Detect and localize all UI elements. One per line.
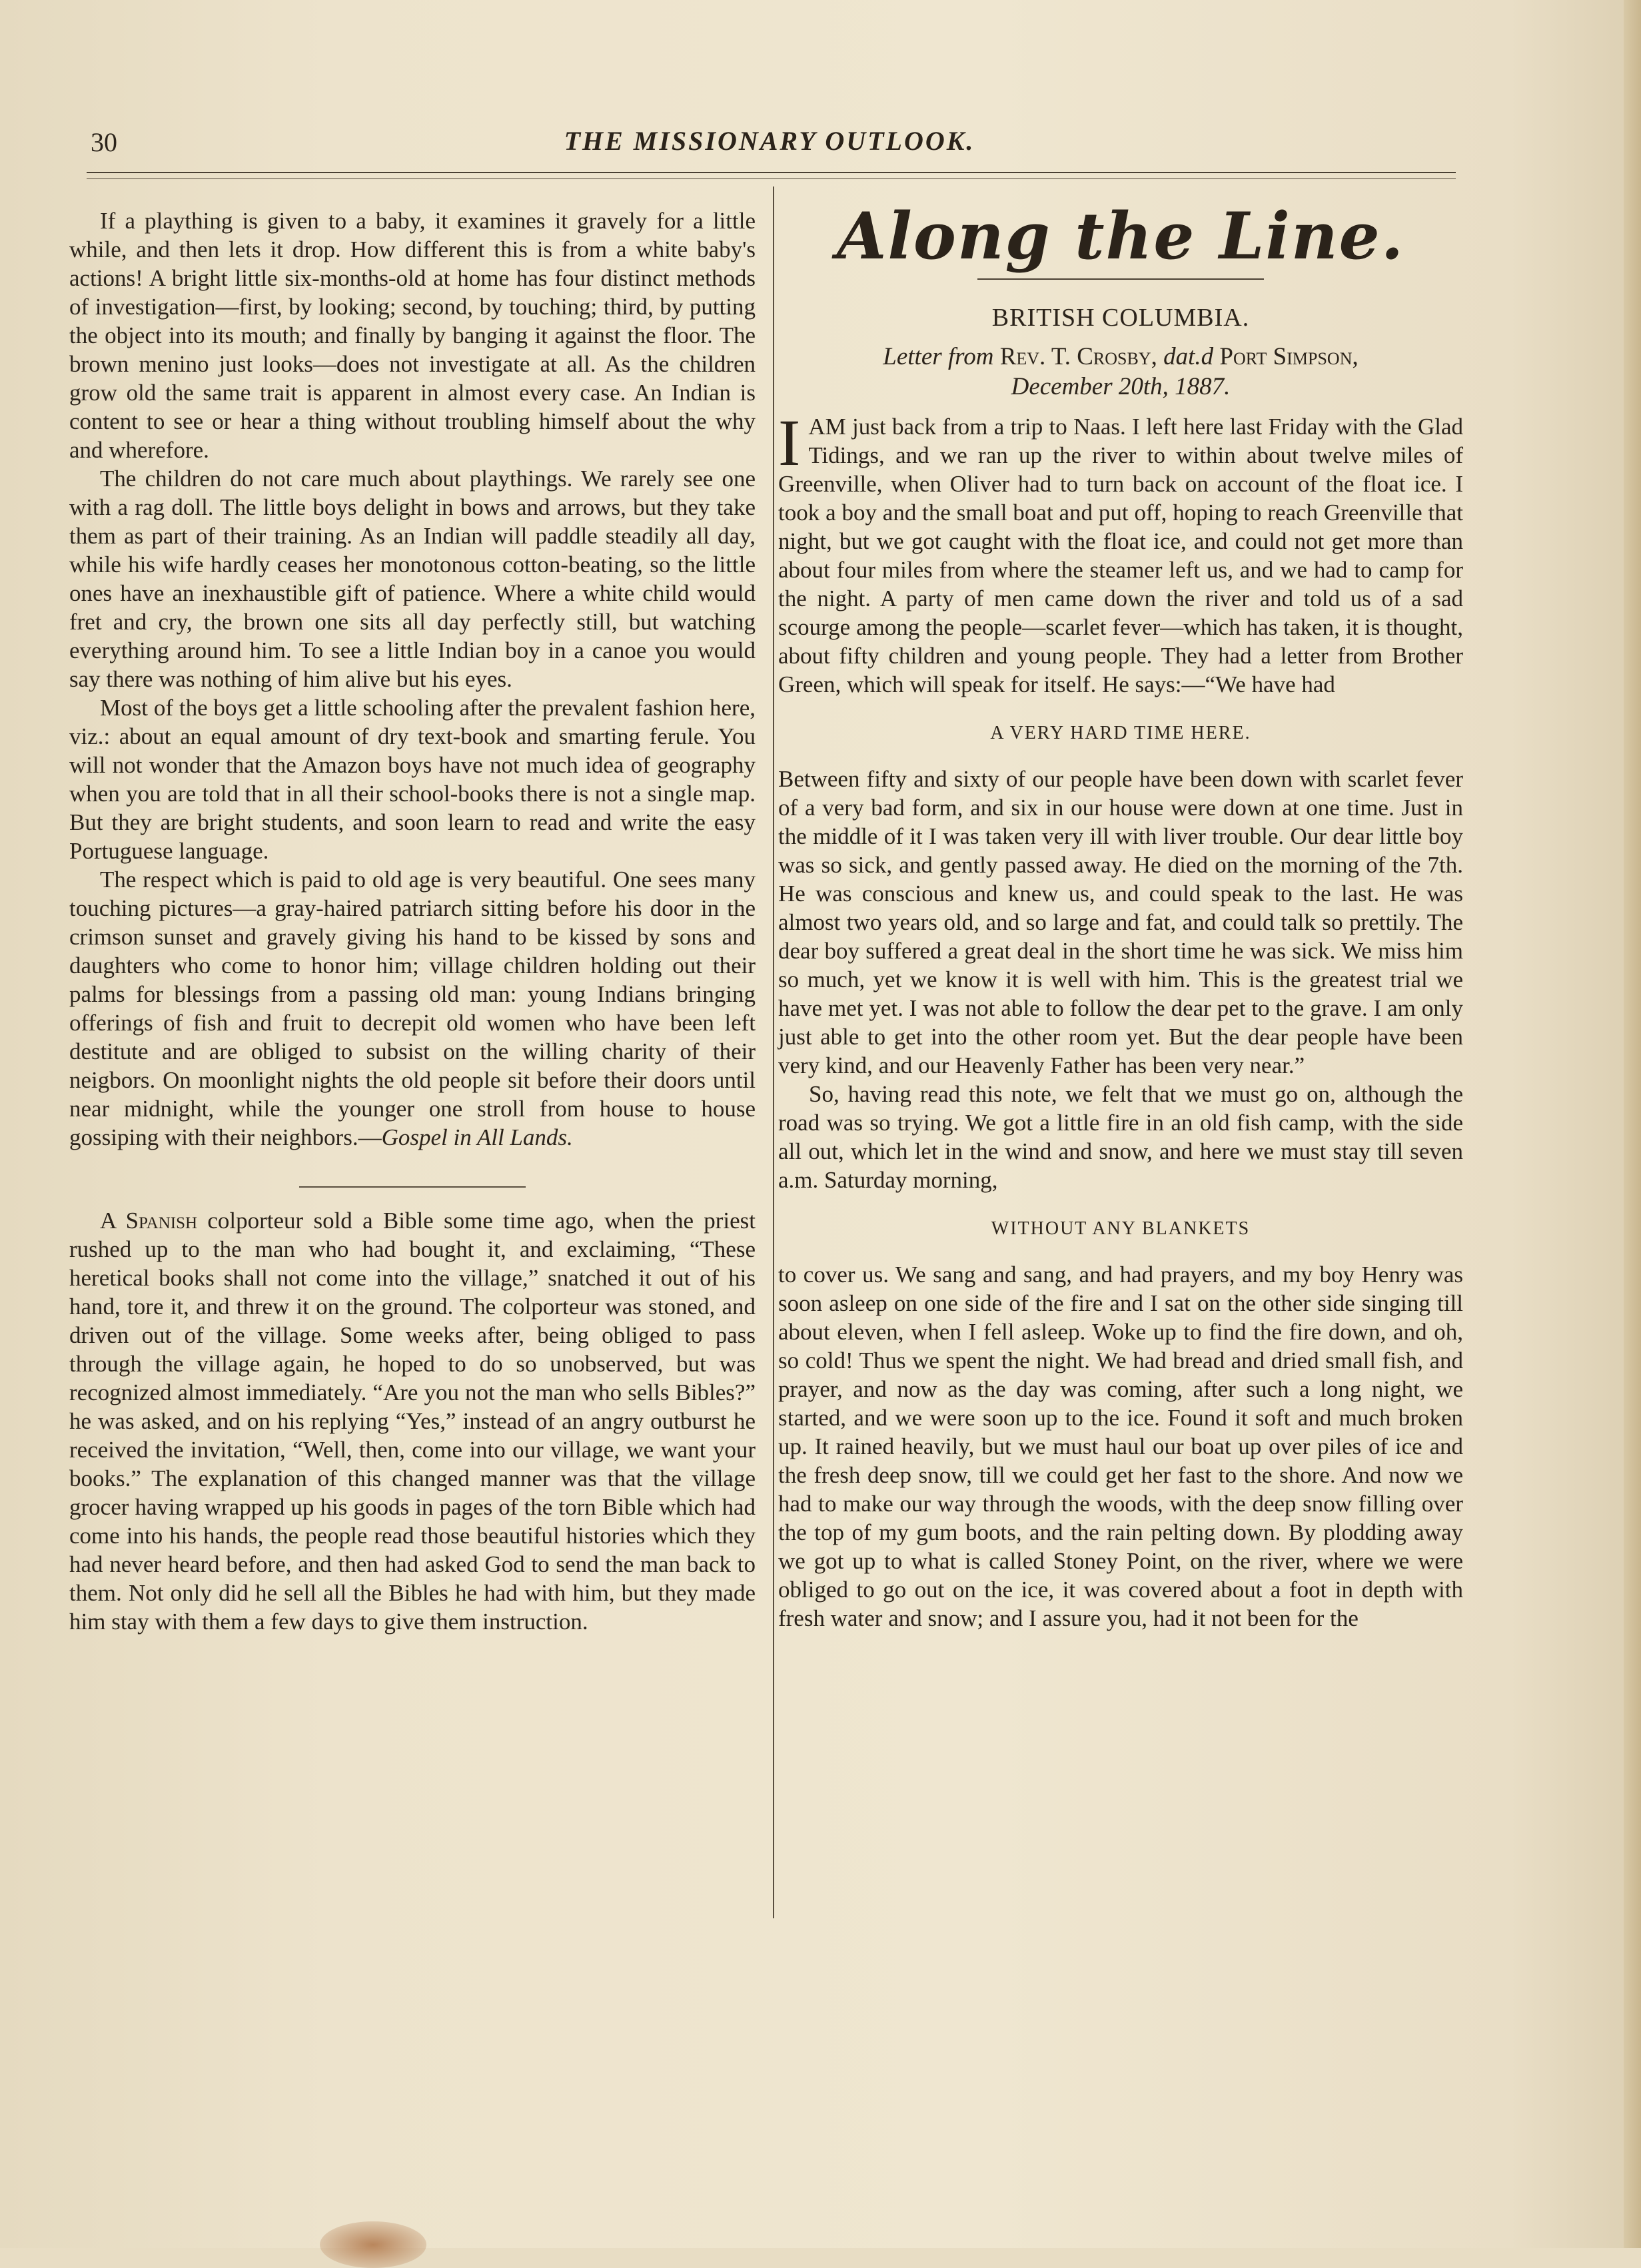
title-rule xyxy=(977,278,1264,280)
attribution: Gospel in All Lands. xyxy=(381,1124,573,1150)
drop-cap: I xyxy=(778,406,801,480)
page-edge xyxy=(1624,0,1641,2248)
region-heading: BRITISH COLUMBIA. xyxy=(991,304,1250,332)
story-lead: A Spanish xyxy=(100,1208,198,1234)
paragraph: Most of the boys get a little schooling after the prevalent fashion here, viz.: about an equal amount of dry text-book and smarting ferule. You will not wonder that the Amazon boys have not much idea of geography when you are told that in all their school-books there is not a single map. But they are bright students, and soon learn to read and write the easy Portuguese language. xyxy=(69,695,756,864)
section-title: Along the Line. xyxy=(836,198,1405,274)
colporteur-story xyxy=(69,1206,756,1636)
column-divider xyxy=(773,187,774,1918)
paragraph: If a plaything is given to a baby, it examines it gravely for a little while, and then lets it drop. How different this is from a white baby's actions! A bright little six-months-old at home has four distinct methods of investigation—first, by looking; second, by touching; third, by putting the object into its mouth; and finally by banging it against the floor. The brown menino just looks—does not investigate at all. As the children grow old the same trait is apparent in almost every case. An Indian is content to see or hear a thing without troubling himself about the why and wherefore. xyxy=(69,208,756,463)
header-rule xyxy=(87,172,1456,173)
binding-shadow xyxy=(320,2221,426,2268)
dateline-place: Port Simpson, xyxy=(1219,343,1359,370)
subheading: WITHOUT ANY BLANKETS xyxy=(991,1218,1251,1239)
letter-text: AM just back from a trip to Naas. I left here last Friday with the Glad Tidings, and we ran up the river to within about twelve miles of Greenville, when Oliver had to turn back on account of the float ice. I took a boy and the small boat and put off, hoping to reach Greenville that night, but we got caught with the float ice, and could not get more than about four miles from where the steamer left us, and we had to camp for the night. A party of men came down the river and told us of a sad scourge among the people—scarlet fever—which has taken, it is thought, about fifty children and young people. They had a letter from Brother Green, which will speak for itself. He says:—“We have had xyxy=(778,414,1463,697)
story-text: colporteur sold a Bible some time ago, when the priest rushed up to the man who had bought it, and exclaiming, “These heretical books shall not come into the village,” snatched it out of his hand, tore it, and threw it on the ground. The colporteur was stoned, and driven out of the village. Some weeks after, being obliged to pass through the village again, he hoped to do so unobserved, but was recognized almost immediately. “Are you not the man who sells Bibles?” he was asked, and on his replying “Yes,” instead of an angry outburst he received the invitation, “Well, then, come into our village, we want your books.” The explanation of this changed manner was that the village grocer having wrapped up his goods in pages of the torn Bible which had come into his hands, the people read those beautiful histories which they had never heard before, and then had asked God to send the man back to them. Not only did he sell all the Bibles he had with him, but they made him stay with them a few days to give them instruction. xyxy=(69,1208,756,1635)
letter-dateline xyxy=(778,342,1463,402)
page-number: 30 xyxy=(91,127,117,157)
dateline-prefix: Letter from xyxy=(883,343,994,370)
dateline-date: December 20th, 1887. xyxy=(1011,373,1231,400)
right-column xyxy=(778,193,1463,1633)
letter-paragraph xyxy=(778,406,1463,699)
dateline-dated: dat.d xyxy=(1163,343,1214,370)
left-column xyxy=(69,206,756,1636)
letter-paragraph: to cover us. We sang and sang, and had prayers, and my boy Henry was soon asleep on one side of the fire and I sat on the other side singing till about eleven, when I fell asleep. Woke up to find the fire down, and oh, so cold! Thus we spent the night. We had bread and dried small fish, and prayer, and now as the day was coming, after such a long night, we started, and we were soon up to the ice. Found it soft and much broken up. It rained heavily, but we must haul our boat up over piles of ice and the fresh deep snow, till we could get her fast to the shore. And now we had to make our way through the woods, with the deep snow filling over the top of my gum boots, and the rain pelting down. By plodding away we got up to what is called Stoney Point, on the river, where we were obliged to go out on the ice, it was covered about a foot in depth with fresh water and snow; and I assure you, had it not been for the xyxy=(778,1262,1463,1631)
letter-paragraph: So, having read this note, we felt that we must go on, although the road was so trying. We got a little fire in an old fish camp, with the side all out, which let in the wind and snow, and here we must stay till seven a.m. Saturday morning, xyxy=(778,1081,1463,1193)
paragraph-text: The respect which is paid to old age is very beautiful. One sees many touching pictures—a gray-haired patriarch sitting before his door in the crimson sunset and gravely giving his hand to be kissed by sons and daughters who come to honor him; village children holding out their palms for blessings from a passing old man: young Indians bringing offerings of fish and fruit to decrepit old women who have been left destitute and are obliged to subsist on the willing charity of their neigbors. On moonlight nights the old people sit before their doors until near midnight, while the younger one stroll from house to house gossiping with their neighbors.— xyxy=(69,867,756,1150)
page-header xyxy=(87,119,1452,165)
letter-paragraph: Between fifty and sixty of our people have been down with scarlet fever of a very bad form, and six in our house were down at one time. Just in the middle of it I was taken very ill with liver trouble. Our dear little boy was so sick, and gently passed away. He died on the morning of the 7th. He was conscious and knew us, and could speak to the last. He was almost two years old, and so large and fat, and could talk so prettily. The dear boy suffered a great deal in the short time he was sick. We miss him so much, yet we know it is well with him. This is the greatest trial we have met yet. I was not able to follow the dear pet to the grave. I am only just able to get into the other room yet. But the dear people have been very kind, and our Heavenly Father has been very near.” xyxy=(778,766,1463,1078)
section-separator xyxy=(299,1186,526,1188)
paragraph: The children do not care much about playthings. We rarely see one with a rag doll. The little boys delight in bows and arrows, but they take them as part of their training. As an Indian will paddle steadily all day, while his wife hardly ceases her monotonous cotton-beating, so the little ones have an inexhaustible gift of patience. Where a white child would fret and cry, the brown one sits all day perfectly still, but watching everything around him. To see a little Indian boy in a canoe you would say there was nothing of him alive but his eyes. xyxy=(69,466,756,692)
subheading: A VERY HARD TIME HERE. xyxy=(990,723,1251,743)
running-title: THE MISSIONARY OUTLOOK. xyxy=(564,126,975,156)
dateline-author: Rev. T. Crosby, xyxy=(999,343,1157,370)
paragraph-with-attribution xyxy=(69,865,756,1152)
